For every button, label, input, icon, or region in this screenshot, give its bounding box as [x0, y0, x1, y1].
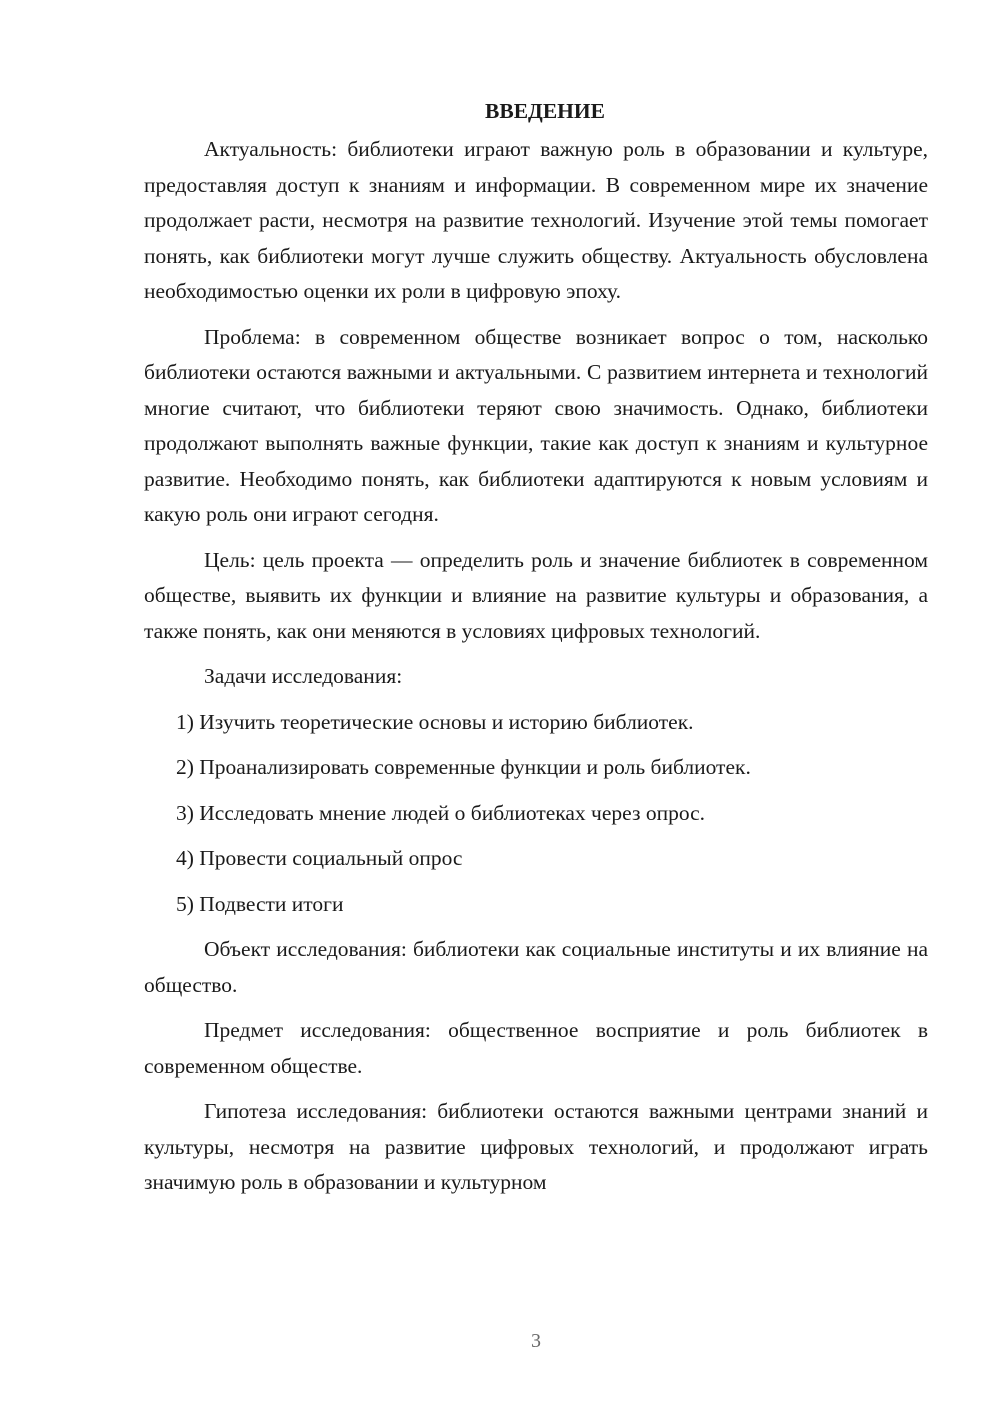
task-item-2: 2) Проанализировать современные функции и роль библиотек. — [176, 755, 751, 779]
task-item-5: 5) Подвести итоги — [176, 891, 344, 916]
task-item-1: 1) Изучить теоретические основы и историю библиотек. — [176, 709, 694, 734]
goal-paragraph: Цель: цель проекта — определить роль и значение библиотек в современном обществе, выявить их функции и влияние на развитие культуры и образования, а также понять, как они меняются в условиях цифровых технологий. — [144, 547, 928, 643]
hypothesis-paragraph: Гипотеза исследования: библиотеки остаются важными центрами знаний и культуры, несмотря на развитие цифровых технологий, и продолжают играть значимую роль в образовании и культурном — [144, 1099, 928, 1194]
page-number: 3 — [531, 1330, 541, 1352]
page-title: ВВЕДЕНИЕ — [485, 99, 605, 123]
relevance-paragraph: Актуальность: библиотеки играют важную роль в образовании и культуре, предоставляя доступ к знаниям и информации. В современном мире их значение продолжает расти, несмотря на развитие технологий. Изучение этой темы помогает понять, как библиотеки могут лучше служить обществу. Актуальность обусловлена необходимостью оценки их роли в цифровую эпоху. — [144, 137, 928, 303]
task-item-4: 4) Провести социальный опрос — [176, 846, 463, 870]
page-content — [144, 96, 928, 1201]
object-paragraph: Объект исследования: библиотеки как социальные институты и их влияние на общество. — [144, 937, 928, 997]
subject-paragraph: Предмет исследования: общественное восприятие и роль библиотек в современном обществе. — [144, 1018, 928, 1078]
task-item-3: 3) Исследовать мнение людей о библиотеках через опрос. — [176, 800, 706, 825]
tasks-heading: Задачи исследования: — [204, 664, 403, 688]
problem-paragraph: Проблема: в современном обществе возникает вопрос о том, насколько библиотеки остаются важными и актуальными. С развитием интернета и технологий многие считают, что библиотеки теряют свою значимость. Однако, библиотеки продолжают выполнять важные функции, такие как доступ к знаниям и культурное развитие. Необходимо понять, как библиотеки адаптируются к новым условиям и какую роль они играют сегодня. — [144, 324, 928, 526]
